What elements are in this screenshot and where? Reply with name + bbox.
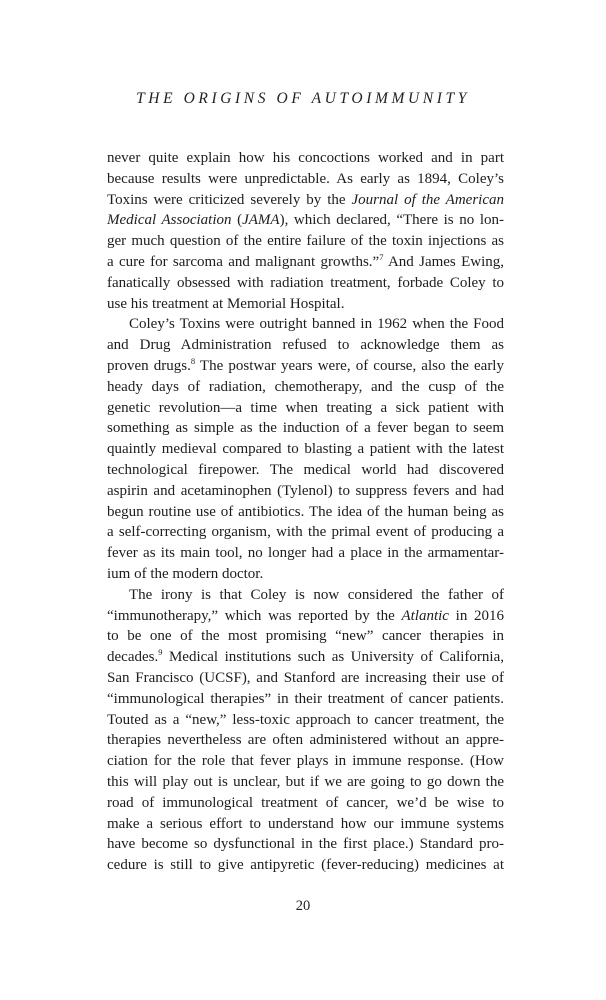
text-line [107, 689, 504, 710]
text-run: “immunological therapies” in their treatment of cancer patients. [107, 690, 504, 707]
text-line [107, 356, 504, 377]
text-run: have become so dysfunctional in the first place.) Standard pro- [107, 836, 504, 853]
text-run: The postwar years were, of course, also the early [195, 357, 504, 374]
italic-text: Atlantic [401, 607, 449, 624]
text-run: and Drug Administration refused to acknowledge them as [107, 337, 504, 354]
text-run: heady days of radiation, chemotherapy, and the cusp of the [107, 378, 504, 395]
text-line [107, 460, 504, 481]
text-run: quaintly medieval compared to blasting a patient with the latest [107, 441, 504, 458]
paragraph [107, 148, 504, 314]
text-run: therapies nevertheless are often administered without an appre- [107, 732, 504, 749]
footnote-marker: 9 [158, 647, 163, 658]
text-run: ( [231, 212, 243, 229]
text-run: Coley’s Toxins were outright banned in 1962 when the Food [129, 316, 504, 333]
text-line [107, 626, 504, 647]
page-number: 20 [295, 898, 311, 914]
text-run: Toxins were criticized severely by the [107, 191, 352, 208]
text-run: ger much question of the entire failure of the toxin injections as [107, 233, 504, 250]
text-run: road of immunological treatment of cancer, we’d be wise to [107, 794, 504, 811]
text-run: And James Ewing, [383, 253, 504, 270]
text-line [107, 730, 504, 751]
text-line [107, 252, 504, 273]
text-run: ciation for the role that fever plays in immune response. (How [107, 753, 504, 770]
text-line [107, 772, 504, 793]
text-run: ium of the modern doctor. [107, 565, 264, 582]
text-run: proven drugs. [107, 357, 191, 374]
text-run: make a serious effort to understand how our immune systems [107, 815, 504, 832]
text-line [107, 398, 504, 419]
text-line [107, 564, 504, 585]
text-line [107, 793, 504, 814]
text-run: in 2016 [448, 607, 505, 624]
text-line [107, 481, 504, 502]
text-line [107, 231, 504, 252]
text-run: aspirin and acetaminophen (Tylenol) to suppress fevers and had [107, 482, 504, 499]
text-line [107, 377, 504, 398]
italic-text: Medical Association [107, 212, 232, 229]
text-run: The irony is that Coley is now considered the father of [129, 586, 504, 603]
text-line [107, 606, 504, 627]
text-run: San Francisco (UCSF), and Stanford are increasing their use of [107, 669, 504, 686]
text-line [107, 710, 504, 731]
text-line [107, 814, 504, 835]
text-run: genetic revolution—a time when treating a sick patient with [107, 399, 504, 416]
text-line [107, 314, 504, 335]
text-run: because results were unpredictable. As early as 1894, Coley’s [107, 170, 504, 187]
text-run: a cure for sarcoma and malignant growths.” [107, 253, 380, 270]
text-line [107, 169, 504, 190]
text-line [107, 148, 504, 169]
footnote-marker: 7 [379, 251, 384, 262]
text-line [107, 210, 504, 231]
text-run: fever as its main tool, no longer had a place in the armamentar- [107, 545, 504, 562]
text-line [107, 294, 504, 315]
paragraph [107, 314, 504, 584]
body-text [107, 148, 504, 876]
italic-text: Journal of the American [351, 191, 504, 208]
text-line [107, 502, 504, 523]
text-run: Medical institutions such as University of California, [162, 649, 504, 666]
text-run: “immunotherapy,” which was reported by the [107, 607, 402, 624]
text-run: Touted as a “new,” less-toxic approach to cancer treatment, the [107, 711, 504, 728]
text-run: a self-correcting organism, with the primal event of producing a [107, 524, 504, 541]
footnote-marker: 8 [190, 355, 196, 366]
text-line [107, 855, 504, 876]
text-line [107, 335, 504, 356]
text-line [107, 834, 504, 855]
text-run: begun routine use of antibiotics. The idea of the human being as [107, 503, 504, 520]
text-run: cedure is still to give antipyretic (fever-reducing) medicines at [107, 857, 504, 874]
text-line [107, 439, 504, 460]
text-run: use his treatment at Memorial Hospital. [107, 295, 345, 312]
text-run: never quite explain how his concoctions worked and in part [107, 150, 504, 166]
running-head: THE ORIGINS OF AUTOIMMUNITY [136, 90, 470, 107]
text-run: decades. [107, 649, 159, 666]
text-run: this will play out is unclear, but if we are going to go down the [107, 773, 504, 790]
text-run: technological firepower. The medical world had discovered [107, 461, 504, 478]
italic-text: JAMA [242, 212, 280, 229]
text-line [107, 190, 504, 211]
text-line [107, 543, 504, 564]
text-line [107, 585, 504, 606]
paragraph [107, 585, 504, 876]
text-line [107, 751, 504, 772]
text-run: to be one of the most promising “new” cancer therapies in [107, 628, 504, 645]
text-run: something as simple as the induction of a fever began to seem [107, 420, 504, 437]
text-line [107, 273, 504, 294]
text-line [107, 418, 504, 439]
text-run: ), which declared, “There is no lon- [279, 212, 504, 229]
text-line [107, 647, 504, 668]
text-run: fanatically obsessed with radiation treatment, forbade Coley to [107, 274, 504, 291]
text-line [107, 522, 504, 543]
text-line [107, 668, 504, 689]
